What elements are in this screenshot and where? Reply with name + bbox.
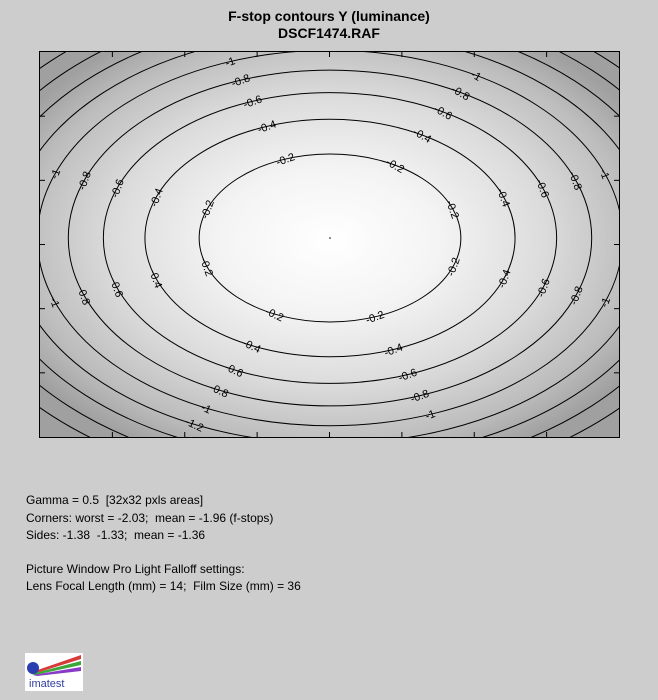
contour-label: -0.4 [146,267,165,290]
contour-label: -0.6 [222,361,245,381]
contour-label: -0.8 [74,284,93,307]
contour-label: -0.8 [449,83,472,104]
contour-label: -0.8 [207,381,231,401]
picture-window-header: Picture Window Pro Light Falloff settings: [26,562,245,576]
contour-label: -0.8 [408,387,431,406]
contour-label: -0.4 [494,186,512,209]
contour-label: -0.2 [364,308,387,327]
contour-label: -0.6 [535,277,553,300]
chart-subtitle: DSCF1474.RAF [278,25,380,41]
contour-label: -0.2 [443,198,461,221]
contour-label: -0.4 [382,341,405,360]
corners-info: Corners: worst = -2.03; mean = -1.96 (f-stops) [26,511,274,525]
contour-label: -0.8 [567,284,586,307]
contour-label: -1.2 [182,415,206,435]
chart-title: F-stop contours Y (luminance) [228,8,430,24]
contour-label: -0.8 [229,72,252,91]
contour-label: -0.2 [263,305,286,325]
contour-label: -0.6 [431,102,455,123]
contour-label: -0.2 [199,198,217,221]
contour-label: -0.2 [445,256,463,279]
contour-label: -1 [198,401,213,417]
contour-plot [39,51,620,438]
contour-label: -0.4 [410,126,434,146]
imatest-logo-text: imatest [29,678,65,690]
contour-label: -0.6 [109,177,127,200]
contour-label: -0.4 [148,186,166,209]
contour-label: -1 [468,68,484,84]
contour-label: -1 [596,167,612,181]
contour-label: -0.6 [533,177,551,200]
contour-label: -1 [46,295,62,310]
contour-label: -0.8 [566,169,584,192]
contour-label: -0.4 [256,118,279,137]
contour-label: -1 [598,295,614,310]
contour-label: -0.4 [240,337,263,356]
contour-label: -0.2 [197,256,215,279]
contour-label: -0.4 [495,267,514,290]
contour-label: -0.6 [107,277,125,300]
contour-label: -0.8 [76,169,94,192]
contour-label: -0.6 [241,93,264,112]
luminance-field [40,52,619,437]
contour-label: -0.2 [274,151,297,169]
gamma-info: Gamma = 0.5 [32x32 pxls areas] [26,493,204,507]
picture-window-settings: Lens Focal Length (mm) = 14; Film Size (mm) = 36 [26,579,301,593]
contour-label: -1 [48,167,64,181]
contour-label: -0.6 [396,366,419,385]
sides-info: Sides: -1.38 -1.33; mean = -1.36 [26,528,206,542]
contour-label: -1 [423,408,438,423]
center-marker [329,237,331,239]
contour-label: -1 [223,55,237,70]
contour-label: -0.2 [383,156,407,177]
imatest-logo [25,653,83,691]
